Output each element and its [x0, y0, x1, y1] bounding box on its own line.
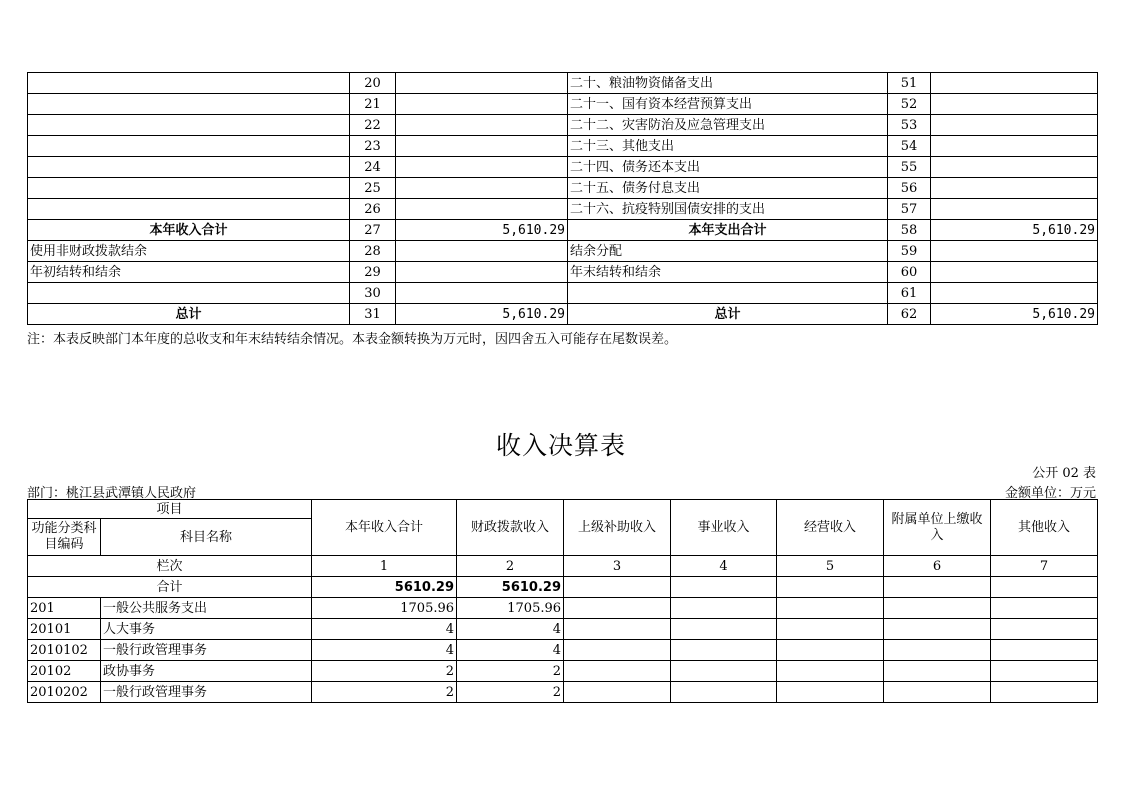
row-fiscal: 4	[457, 619, 564, 640]
column-index: 7	[991, 556, 1098, 577]
subject-code: 201	[28, 598, 101, 619]
summary-left-amount	[396, 199, 568, 220]
sum-total: 5610.29	[312, 577, 457, 598]
empty-cell	[671, 661, 777, 682]
summary-right-number: 52	[888, 94, 931, 115]
row-fiscal: 1705.96	[457, 598, 564, 619]
empty-cell	[777, 619, 884, 640]
row-total: 2	[312, 682, 457, 703]
sum-row-label: 合计	[28, 577, 312, 598]
summary-left-amount	[396, 178, 568, 199]
header-total: 本年收入合计	[312, 500, 457, 556]
summary-left-number: 21	[350, 94, 396, 115]
summary-right-amount	[931, 94, 1098, 115]
header-superior: 上级补助收入	[564, 500, 671, 556]
department-label: 部门：桃江县武潭镇人民政府	[27, 486, 197, 501]
header-fiscal: 财政拨款收入	[457, 500, 564, 556]
summary-left-number: 30	[350, 283, 396, 304]
summary-row	[28, 73, 1098, 94]
summary-left-amount	[396, 241, 568, 262]
table-row	[28, 640, 1098, 661]
summary-row	[28, 94, 1098, 115]
empty-cell	[991, 598, 1098, 619]
summary-left-number: 22	[350, 115, 396, 136]
table-row	[28, 661, 1098, 682]
amount-unit: 金额单位：万元	[1004, 486, 1096, 501]
summary-left-label	[28, 115, 350, 136]
column-index: 4	[671, 556, 777, 577]
empty-cell	[671, 682, 777, 703]
summary-left-number: 29	[350, 262, 396, 283]
summary-left-label: 年初结转和结余	[28, 262, 350, 283]
summary-left-label	[28, 178, 350, 199]
summary-right-number: 62	[888, 304, 931, 325]
empty-cell	[671, 598, 777, 619]
subject-name: 人大事务	[101, 619, 312, 640]
empty-cell	[564, 640, 671, 661]
empty-cell	[564, 661, 671, 682]
summary-left-number: 23	[350, 136, 396, 157]
header-code: 功能分类科目编码	[28, 519, 101, 556]
summary-row	[28, 199, 1098, 220]
subject-code: 2010202	[28, 682, 101, 703]
empty-cell	[564, 598, 671, 619]
summary-right-amount	[931, 178, 1098, 199]
empty-cell	[991, 640, 1098, 661]
summary-row	[28, 283, 1098, 304]
summary-left-number: 26	[350, 199, 396, 220]
row-fiscal: 2	[457, 661, 564, 682]
subject-name: 政协事务	[101, 661, 312, 682]
summary-left-amount	[396, 115, 568, 136]
header-project: 项目	[28, 500, 312, 519]
summary-left-amount	[396, 136, 568, 157]
summary-left-label: 本年收入合计	[28, 220, 350, 241]
summary-left-amount: 5,610.29	[396, 304, 568, 325]
summary-right-label: 二十三、其他支出	[568, 136, 888, 157]
column-index: 2	[457, 556, 564, 577]
summary-right-number: 58	[888, 220, 931, 241]
row-total: 4	[312, 640, 457, 661]
summary-left-number: 24	[350, 157, 396, 178]
empty-cell	[991, 619, 1098, 640]
summary-right-amount	[931, 157, 1098, 178]
summary-left-amount	[396, 262, 568, 283]
subject-name: 一般行政管理事务	[101, 640, 312, 661]
summary-right-amount: 5,610.29	[931, 304, 1098, 325]
summary-left-label	[28, 283, 350, 304]
summary-right-number: 53	[888, 115, 931, 136]
empty-cell	[884, 598, 991, 619]
summary-right-amount	[931, 241, 1098, 262]
summary-left-label: 总计	[28, 304, 350, 325]
summary-left-number: 25	[350, 178, 396, 199]
subject-code: 2010102	[28, 640, 101, 661]
header-name: 科目名称	[101, 519, 312, 556]
column-index-label: 栏次	[28, 556, 312, 577]
column-index: 1	[312, 556, 457, 577]
summary-left-amount	[396, 94, 568, 115]
summary-right-label: 二十二、灾害防治及应急管理支出	[568, 115, 888, 136]
row-total: 4	[312, 619, 457, 640]
summary-right-amount	[931, 73, 1098, 94]
subject-code: 20102	[28, 661, 101, 682]
header-affiliated: 附属单位上缴收入	[884, 500, 991, 556]
row-total: 2	[312, 661, 457, 682]
summary-left-number: 31	[350, 304, 396, 325]
table-row	[28, 619, 1098, 640]
summary-left-label	[28, 73, 350, 94]
summary-right-number: 54	[888, 136, 931, 157]
empty-cell	[884, 640, 991, 661]
form-number: 公开 02 表	[1032, 466, 1096, 481]
summary-row	[28, 220, 1098, 241]
summary-right-label: 结余分配	[568, 241, 888, 262]
header-business: 事业收入	[671, 500, 777, 556]
subject-name: 一般公共服务支出	[101, 598, 312, 619]
empty-cell	[884, 661, 991, 682]
summary-right-number: 55	[888, 157, 931, 178]
summary-right-number: 57	[888, 199, 931, 220]
empty-cell	[564, 682, 671, 703]
empty-cell	[884, 682, 991, 703]
summary-row	[28, 157, 1098, 178]
empty-cell	[564, 619, 671, 640]
empty-cell	[777, 640, 884, 661]
summary-row	[28, 262, 1098, 283]
summary-right-amount	[931, 115, 1098, 136]
summary-right-label: 本年支出合计	[568, 220, 888, 241]
empty-cell	[991, 661, 1098, 682]
row-fiscal: 2	[457, 682, 564, 703]
column-index: 3	[564, 556, 671, 577]
income-table	[27, 499, 1098, 703]
row-fiscal: 4	[457, 640, 564, 661]
summary-row	[28, 115, 1098, 136]
summary-left-label	[28, 199, 350, 220]
summary-right-label: 年末结转和结余	[568, 262, 888, 283]
summary-right-label: 二十、粮油物资储备支出	[568, 73, 888, 94]
summary-left-amount: 5,610.29	[396, 220, 568, 241]
table-row	[28, 682, 1098, 703]
summary-left-label: 使用非财政拨款结余	[28, 241, 350, 262]
summary-row	[28, 136, 1098, 157]
summary-right-label	[568, 283, 888, 304]
summary-left-number: 27	[350, 220, 396, 241]
summary-right-label: 总计	[568, 304, 888, 325]
summary-right-label: 二十四、债务还本支出	[568, 157, 888, 178]
empty-cell	[671, 619, 777, 640]
summary-row	[28, 241, 1098, 262]
summary-left-label	[28, 157, 350, 178]
summary-left-number: 20	[350, 73, 396, 94]
summary-right-number: 60	[888, 262, 931, 283]
header-other: 其他收入	[991, 500, 1098, 556]
summary-left-label	[28, 94, 350, 115]
subject-name: 一般行政管理事务	[101, 682, 312, 703]
summary-table	[27, 72, 1098, 325]
summary-row	[28, 304, 1098, 325]
summary-right-amount: 5,610.29	[931, 220, 1098, 241]
empty-cell	[991, 682, 1098, 703]
row-total: 1705.96	[312, 598, 457, 619]
summary-left-amount	[396, 157, 568, 178]
sum-fiscal: 5610.29	[457, 577, 564, 598]
summary-right-number: 59	[888, 241, 931, 262]
column-index: 6	[884, 556, 991, 577]
empty-cell	[671, 640, 777, 661]
summary-right-amount	[931, 136, 1098, 157]
summary-right-amount	[931, 283, 1098, 304]
empty-cell	[884, 619, 991, 640]
column-index: 5	[777, 556, 884, 577]
summary-right-label: 二十一、国有资本经营预算支出	[568, 94, 888, 115]
summary-left-amount	[396, 73, 568, 94]
summary-right-number: 51	[888, 73, 931, 94]
summary-left-number: 28	[350, 241, 396, 262]
summary-left-amount	[396, 283, 568, 304]
subject-code: 20101	[28, 619, 101, 640]
empty-cell	[777, 682, 884, 703]
page-title: 收入决算表	[495, 431, 626, 460]
summary-right-label: 二十五、债务付息支出	[568, 178, 888, 199]
summary-right-number: 56	[888, 178, 931, 199]
empty-cell	[777, 661, 884, 682]
summary-left-label	[28, 136, 350, 157]
summary-row	[28, 178, 1098, 199]
table-row	[28, 598, 1098, 619]
header-operating: 经营收入	[777, 500, 884, 556]
empty-cell	[777, 598, 884, 619]
summary-right-number: 61	[888, 283, 931, 304]
summary-right-label: 二十六、抗疫特别国债安排的支出	[568, 199, 888, 220]
summary-right-amount	[931, 262, 1098, 283]
table-note: 注：本表反映部门本年度的总收支和年末结转结余情况。本表金额转换为万元时，因四舍五入可能存在尾数误差。	[27, 332, 678, 347]
summary-right-amount	[931, 199, 1098, 220]
